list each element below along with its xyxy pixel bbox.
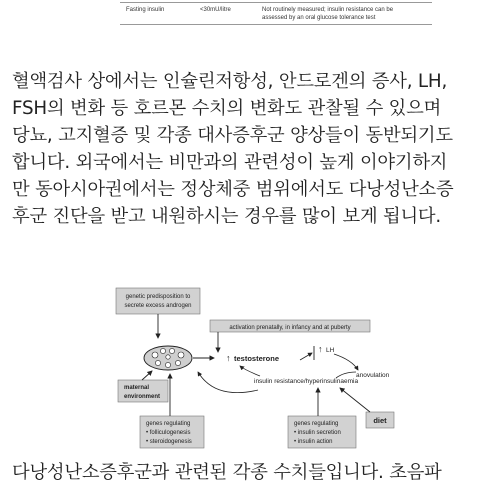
test-note-line2: assessed by an oral glucose tolerance test: [262, 15, 376, 21]
genetic-box-line2: secrete excess androgen: [124, 303, 192, 309]
maternal-box-line1: maternal: [124, 385, 150, 391]
pcos-pathogenesis-diagram: [0, 280, 500, 455]
table-bottom-rule: [120, 24, 432, 25]
paragraph-1-line: 후군 진단을 받고 내원하시는 경우를 많이 보게 됩니다.: [12, 206, 442, 227]
table-row: [0, 0, 500, 22]
activation-box: [210, 320, 370, 332]
genes-left-line1: genes regulating: [146, 421, 191, 427]
test-note: [262, 6, 432, 22]
paragraph-1-line: 만 동아시아권에서는 정상체중 범위에서도 다낭성난소증: [12, 179, 454, 200]
maternal-box-line2: environment: [124, 394, 161, 400]
arrow-insulin-to-ovary: [198, 372, 258, 393]
genes-left-line2: • folliculogenesis: [146, 430, 191, 436]
test-name: Fasting insulin: [126, 7, 165, 13]
paragraph-1-line: FSH의 변화 등 호르몬 수치의 변화도 관찰될 수 있으며: [12, 98, 442, 119]
genes-insulin-box: [288, 416, 356, 448]
testosterone-up-arrow: ↑: [226, 353, 231, 363]
maternal-environment-box: [118, 380, 168, 402]
paragraph-1-line: 당뇨, 고지혈증 및 각종 대사증후군 양상들이 동반되기도: [12, 125, 453, 146]
insulin-resistance-label: insulin resistance/hyperinsulinaemia: [254, 378, 359, 385]
paragraph-1-line: 합니다. 외국에서는 비만과의 관련성이 높게 이야기하지: [12, 152, 448, 173]
testosterone-label: testosterone: [234, 354, 280, 363]
paragraph-1-line: 혈액검사 상에서는 인슐린저항성, 안드로겐의 증사, LH,: [12, 71, 448, 92]
arrow-maternal-to-ovary: [142, 371, 152, 380]
arrow-insulin-to-testosterone: [240, 366, 260, 376]
anovulation-label: anovulation: [356, 372, 390, 379]
lh-up-arrow: ↑: [318, 344, 323, 354]
genes-right-line2: • insulin secretion: [294, 430, 341, 436]
polycystic-ovary-icon: [144, 346, 192, 370]
arrow-lh-to-anovulation: [334, 354, 358, 370]
arrow-to-lh: [300, 353, 312, 360]
diet-box: [366, 412, 394, 428]
genes-folliculogenesis-box: [140, 416, 204, 448]
genes-right-line3: • insulin action: [294, 439, 333, 445]
test-note-line1: Not routinely measured; insulin resistance can be: [262, 7, 394, 13]
arrow-diet-to-insulin: [340, 388, 370, 412]
paragraph-2: 다낭성난소증후군과 관련된 각종 수치들입니다. 초음파: [12, 462, 442, 483]
genes-left-line3: • steroidogenesis: [146, 439, 192, 445]
test-value: <30mU/litre: [200, 7, 231, 13]
genetic-box-line1: genetic predisposition to: [125, 294, 191, 300]
lh-label: LH: [326, 347, 335, 354]
genes-right-line1: genes regulating: [294, 421, 339, 427]
genetic-predisposition-box: [116, 288, 200, 314]
diet-label: diet: [373, 416, 387, 425]
activation-box-text: activation prenatally, in infancy and at puberty: [229, 325, 351, 331]
